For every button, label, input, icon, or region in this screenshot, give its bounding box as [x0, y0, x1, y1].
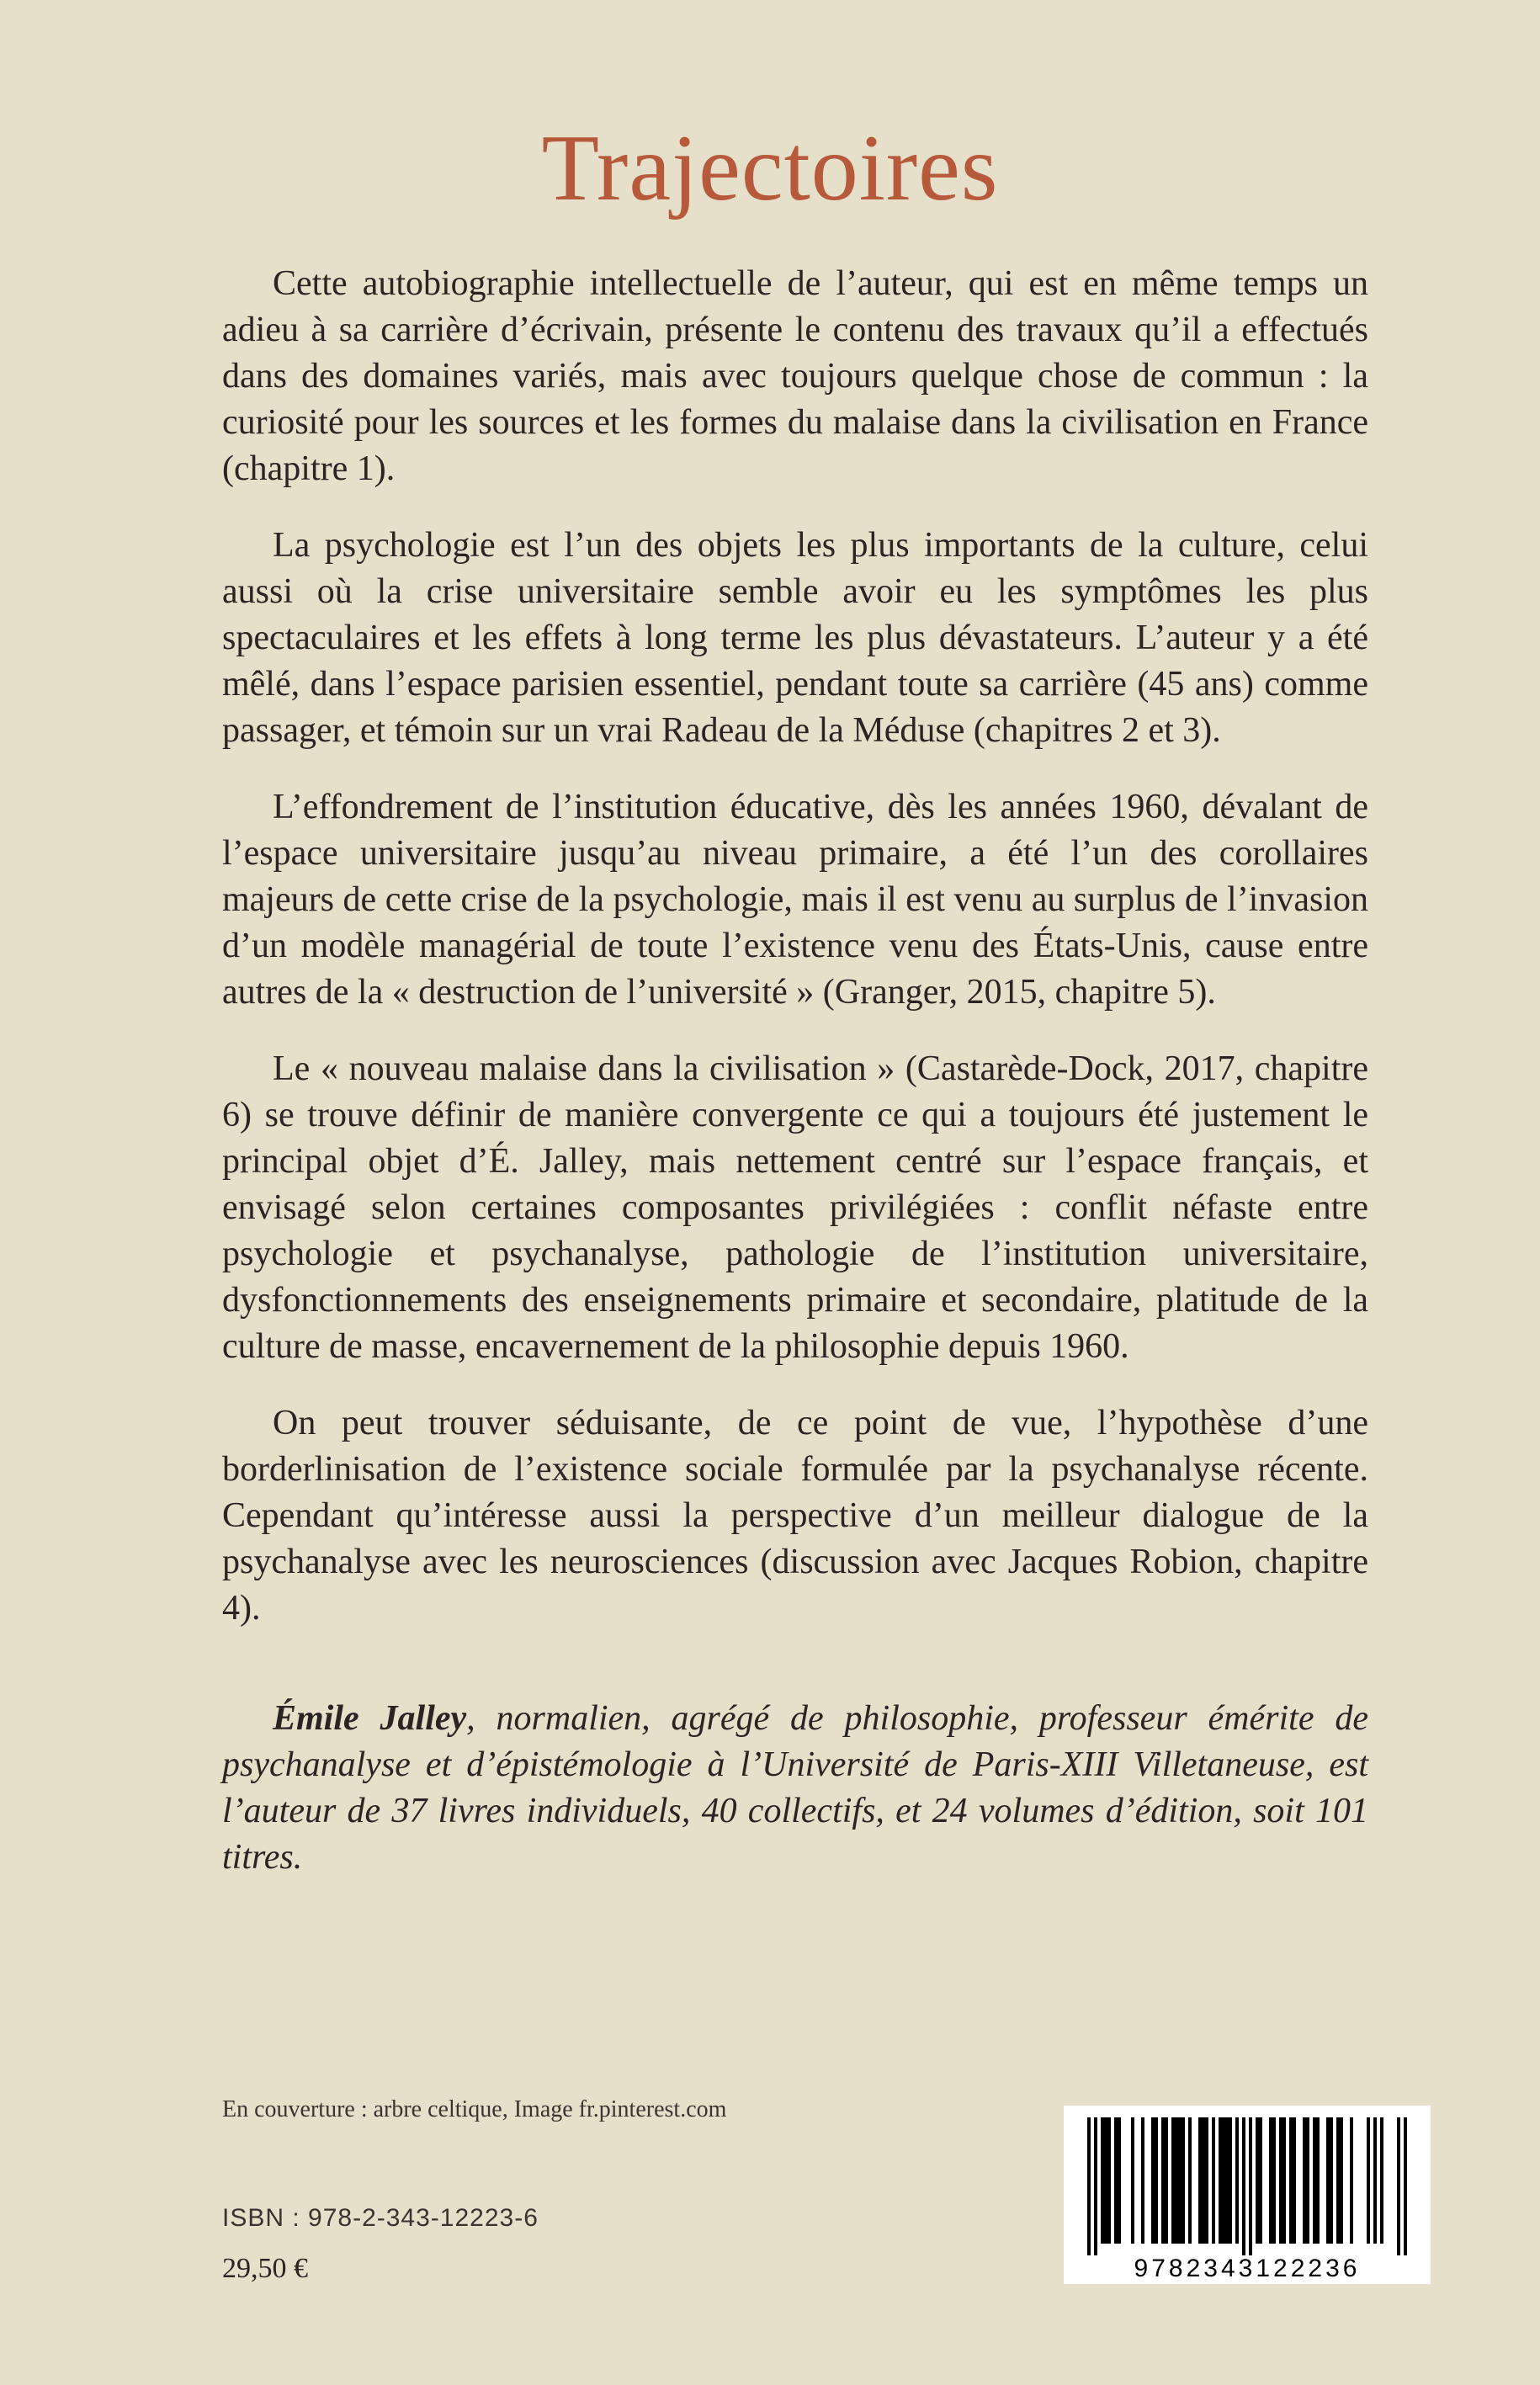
barcode-bar	[1350, 2117, 1353, 2244]
isbn: ISBN : 978-2-343-12223-6	[222, 2204, 539, 2232]
barcode-bar	[1367, 2117, 1370, 2244]
barcode-bar	[1087, 2117, 1091, 2255]
author-bio	[222, 1696, 1368, 1881]
book-title: Trajectoires	[541, 116, 999, 220]
barcode-bars-icon	[1086, 2117, 1409, 2255]
barcode-bar	[1373, 2117, 1377, 2244]
cover-credit: En couverture : arbre celtique, Image fr.pinterest.com	[222, 2096, 727, 2122]
barcode-bar	[1256, 2117, 1259, 2244]
barcode-number: 9782343122236	[1134, 2255, 1361, 2282]
barcode-bar	[1212, 2117, 1215, 2244]
summary-paragraph-4: Le « nouveau malaise dans la civilisation » (Castarède-Dock, 2017, chapitre 6) se trouve définir de manière convergente ce qui a toujours été justement le principal objet d’É. Jalley, mais nettement centré sur l’espace français, et envisagé selon certaines composantes privilégiées : conflit néfaste entre psychologie et psychanalyse, pathologie de l’institution universitaire, dysfonctionnements des enseignements primaire et secondaire, platitude de la culture de masse, encavernement de la philosophie depuis 1960.	[222, 1049, 1368, 1366]
barcode-bar	[1205, 2117, 1208, 2244]
barcode-bar	[1380, 2117, 1383, 2244]
barcode-bar	[1114, 2117, 1118, 2244]
barcode-bar	[1326, 2117, 1330, 2244]
barcode-bar	[1171, 2117, 1175, 2244]
author-bio-text: , normalien, agrégé de philosophie, professeur émérite de psychanalyse et d’épistémologie à l’Université de Paris-XIII Villetaneuse, est l’auteur de 37 livres individuels, 40 collectifs, et 24 volumes d’édition, soit 101 titres.	[222, 1699, 1368, 1877]
barcode-bar	[1182, 2117, 1185, 2244]
barcode-bar	[1151, 2117, 1155, 2244]
barcode-bar	[1155, 2117, 1158, 2244]
barcode-bar	[1178, 2117, 1182, 2244]
summary-paragraph-5: On peut trouver séduisante, de ce point de vue, l’hypothèse d’une borderlinisation de l’existence sociale formulée par la psychanalyse récente. Cependant qu’intéresse aussi la perspective d’un meilleur dialogue de la psychanalyse avec les neurosciences (discussion avec Jacques Robion, chapitre 4).	[222, 1404, 1368, 1628]
barcode-bar	[1330, 2117, 1333, 2244]
barcode-bar	[1165, 2117, 1168, 2244]
barcode-bar	[1397, 2117, 1400, 2255]
barcode-bar	[1101, 2117, 1104, 2244]
barcode-bar	[1219, 2117, 1222, 2244]
barcode-bar	[1306, 2117, 1309, 2244]
barcode-bar	[1269, 2117, 1272, 2244]
barcode-bar	[1131, 2117, 1134, 2244]
barcode-bar	[1104, 2117, 1107, 2244]
barcode-bar	[1118, 2117, 1121, 2244]
barcode-bar	[1198, 2117, 1202, 2244]
barcode-bar	[1282, 2117, 1286, 2244]
back-cover-summary	[222, 261, 1368, 1662]
barcode-bar	[1175, 2117, 1178, 2244]
barcode-bar	[1242, 2117, 1245, 2255]
barcode-bar	[1336, 2117, 1340, 2244]
summary-paragraph-2: La psychologie est l’un des objets les plus importants de la culture, celui aussi où la crise universitaire semble avoir eu les symptômes les plus spectaculaires et les effets à long terme les plus dévastateurs. L’auteur y a été mêlé, dans l’espace parisien essentiel, pendant toute sa carrière (45 ans) comme passager, et témoin sur un vrai Radeau de la Méduse (chapitres 2 et 3).	[222, 526, 1368, 750]
barcode	[1064, 2106, 1431, 2284]
price: 29,50 €	[222, 2253, 308, 2284]
barcode-bar	[1340, 2117, 1343, 2244]
barcode-bar	[1249, 2117, 1252, 2255]
author-name: Émile Jalley	[273, 1699, 467, 1738]
summary-paragraph-3: L’effondrement de l’institution éducative, dès les années 1960, dévalant de l’espace universitaire jusqu’au niveau primaire, a été l’un des corollaires majeurs de cette crise de la psychologie, mais il est venu au surplus de l’invasion d’un modèle managérial de toute l’existence venu des États-Unis, cause entre autres de la « destruction de l’université » (Granger, 2015, chapitre 5).	[222, 788, 1368, 1012]
barcode-bar	[1094, 2117, 1097, 2255]
barcode-bar	[1202, 2117, 1205, 2244]
barcode-bar	[1293, 2117, 1296, 2244]
barcode-bar	[1141, 2117, 1144, 2244]
barcode-bar	[1259, 2117, 1262, 2244]
barcode-bar	[1313, 2117, 1316, 2244]
barcode-bar	[1188, 2117, 1192, 2244]
barcode-bar	[1225, 2117, 1229, 2244]
summary-paragraph-1: Cette autobiographie intellectuelle de l’auteur, qui est en même temps un adieu à sa carrière d’écrivain, présente le contenu des travaux qu’il a effectués dans des domaines variés, mais avec toujours quelque chose de commun : la curiosité pour les sources et les formes du malaise dans la civilisation en France (chapitre 1).	[222, 264, 1368, 488]
barcode-bar	[1222, 2117, 1225, 2244]
barcode-bar	[1272, 2117, 1276, 2244]
barcode-bar	[1229, 2117, 1232, 2244]
barcode-bar	[1107, 2117, 1111, 2244]
barcode-bar	[1235, 2117, 1239, 2244]
barcode-bar	[1279, 2117, 1282, 2244]
barcode-bar	[1161, 2117, 1165, 2244]
barcode-bar	[1404, 2117, 1407, 2255]
barcode-bar	[1316, 2117, 1320, 2244]
barcode-bar	[1289, 2117, 1293, 2244]
barcode-bar	[1303, 2117, 1306, 2244]
